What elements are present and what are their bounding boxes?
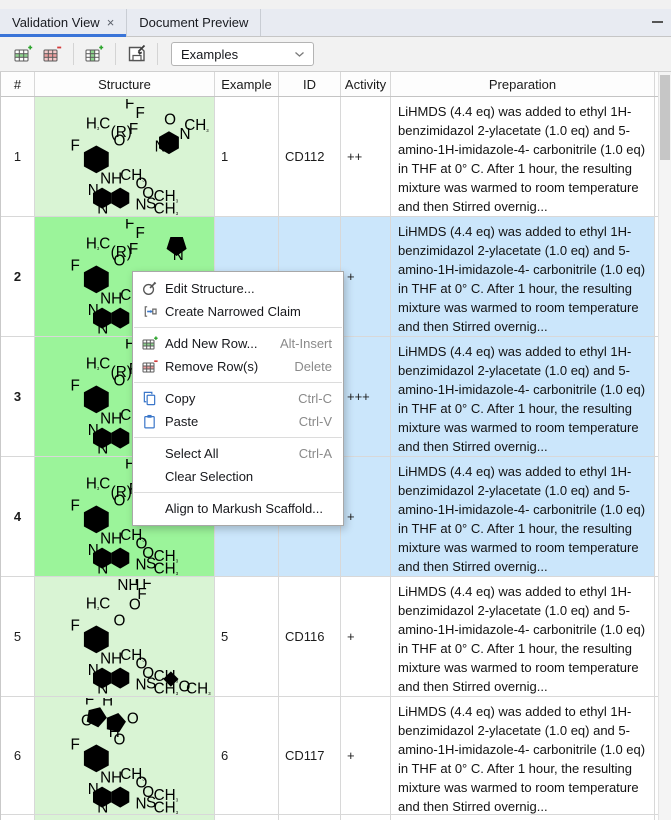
id-cell[interactable]: CD112	[279, 97, 341, 217]
preparation-cell[interactable]: LiHMDS (4.4 eq) was added to ethyl 1H-benzimidazol 2-ylacetate (1.0 eq) and 5-amino-1H-imidazole-4- carbonitrile (1.0 eq) in THF at 0° C. After 1 hour, the resulting mixture was warmed to room temperature and then Stirred overnig...	[391, 697, 655, 815]
activity-cell[interactable]: ++	[341, 97, 391, 217]
menu-item-paste[interactable]: Paste Ctrl-V	[133, 410, 343, 433]
context-menu	[132, 271, 344, 526]
menu-item-copy[interactable]: Copy Ctrl-C	[133, 387, 343, 410]
id-cell[interactable]: CD116	[279, 577, 341, 697]
id-cell[interactable]: CD117	[279, 697, 341, 815]
tab-label: Document Preview	[139, 15, 249, 30]
example-cell[interactable]: 6	[215, 697, 279, 815]
table-row	[1, 97, 671, 217]
menu-item-add-new-row[interactable]: Add New Row... Alt-Insert	[133, 332, 343, 355]
activity-cell[interactable]: +	[341, 217, 391, 337]
molecule-structure	[39, 698, 211, 814]
menu-separator	[134, 327, 342, 328]
activity-cell[interactable]: +	[341, 457, 391, 577]
activity-cell[interactable]: +++	[341, 337, 391, 457]
add-row-icon	[141, 336, 158, 352]
add-column-button[interactable]	[80, 41, 109, 67]
preparation-cell[interactable]: LiHMDS (4.4 eq) was added to ethyl 1H-benzimidazol 2-ylacetate (1.0 eq) and 5-amino-1H-imidazole-4- carbonitrile (1.0 eq) in THF at 0° C. After 1 hour, the resulting mixture was warmed to room temperature and then Stirred overnig...	[391, 337, 655, 457]
activity-cell[interactable]: +	[341, 577, 391, 697]
table-row	[1, 577, 671, 697]
menu-separator	[134, 437, 342, 438]
copy-icon	[141, 391, 158, 407]
column-header-num[interactable]: #	[1, 72, 35, 96]
table-row-partial	[1, 815, 671, 820]
tab-document-preview[interactable]	[127, 9, 261, 36]
save-edit-button[interactable]	[122, 41, 151, 67]
menu-item-clear-selection[interactable]: Clear Selection	[165, 469, 254, 484]
structure-cell[interactable]	[35, 697, 215, 815]
menu-item-select-all[interactable]: Select All Ctrl-A	[165, 446, 332, 461]
table-row	[1, 697, 671, 815]
structure-cell[interactable]	[35, 577, 215, 697]
structure-cell[interactable]	[35, 97, 215, 217]
chevron-down-icon	[294, 51, 305, 58]
edit-structure-icon	[141, 281, 158, 297]
tab-validation-view[interactable]	[0, 9, 127, 36]
row-number-cell[interactable]: 3	[1, 337, 35, 457]
toolbar	[0, 37, 671, 72]
menu-item-create-narrowed-claim[interactable]: Create Narrowed Claim	[133, 300, 343, 323]
title-strip	[0, 0, 671, 9]
row-number-cell[interactable]: 4	[1, 457, 35, 577]
editor-tab-bar	[0, 9, 671, 37]
row-number-cell[interactable]: 5	[1, 577, 35, 697]
menu-separator	[134, 492, 342, 493]
close-icon[interactable]: ×	[106, 15, 115, 30]
activity-cell[interactable]: +	[341, 697, 391, 815]
column-header-id[interactable]: ID	[279, 72, 341, 96]
dropdown-value: Examples	[181, 46, 239, 62]
column-header-activity[interactable]: Activity	[341, 72, 391, 96]
add-row-button[interactable]	[9, 41, 38, 67]
menu-item-remove-rows[interactable]: Remove Row(s) Delete	[133, 355, 343, 378]
toolbar-separator	[115, 43, 116, 65]
menu-separator	[134, 382, 342, 383]
toolbar-separator	[73, 43, 74, 65]
menu-item-align-to-markush-scaffold[interactable]: Align to Markush Scaffold...	[165, 501, 324, 516]
column-header-example[interactable]: Example	[215, 72, 279, 96]
preparation-cell[interactable]: LiHMDS (4.4 eq) was added to ethyl 1H-benzimidazol 2-ylacetate (1.0 eq) and 5-amino-1H-imidazole-4- carbonitrile (1.0 eq) in THF at 0° C. After 1 hour, the resulting mixture was warmed to room temperature and then Stirred overnig...	[391, 217, 655, 337]
example-cell[interactable]: 5	[215, 577, 279, 697]
molecule-structure	[39, 99, 211, 215]
menu-item-edit-structure[interactable]: Edit Structure...	[133, 277, 343, 300]
table-type-dropdown[interactable]	[171, 42, 314, 66]
example-cell[interactable]: 1	[215, 97, 279, 217]
column-header-structure[interactable]: Structure	[35, 72, 215, 96]
preparation-cell[interactable]: LiHMDS (4.4 eq) was added to ethyl 1H-benzimidazol 2-ylacetate (1.0 eq) and 5-amino-1H-imidazole-4- carbonitrile (1.0 eq) in THF at 0° C. After 1 hour, the resulting mixture was warmed to room temperature and then Stirred overnig...	[391, 577, 655, 697]
row-number-cell[interactable]: 1	[1, 97, 35, 217]
hide-panel-icon[interactable]	[652, 21, 663, 23]
row-number-cell[interactable]: 6	[1, 697, 35, 815]
paste-icon	[141, 414, 158, 430]
molecule-structure	[39, 579, 211, 695]
create-narrowed-claim-icon	[141, 304, 158, 320]
column-header-preparation[interactable]: Preparation	[391, 72, 655, 96]
tab-label: Validation View	[12, 15, 100, 30]
preparation-cell[interactable]: LiHMDS (4.4 eq) was added to ethyl 1H-benzimidazol 2-ylacetate (1.0 eq) and 5-amino-1H-imidazole-4- carbonitrile (1.0 eq) in THF at 0° C. After 1 hour, the resulting mixture was warmed to room temperature and then Stirred overnig...	[391, 97, 655, 217]
table-header-row	[1, 72, 671, 97]
remove-row-button[interactable]	[38, 41, 67, 67]
preparation-cell[interactable]: LiHMDS (4.4 eq) was added to ethyl 1H-benzimidazol 2-ylacetate (1.0 eq) and 5-amino-1H-imidazole-4- carbonitrile (1.0 eq) in THF at 0° C. After 1 hour, the resulting mixture was warmed to room temperature and then Stirred overnig...	[391, 457, 655, 577]
remove-row-icon	[141, 359, 158, 375]
toolbar-separator	[157, 43, 158, 65]
scrollbar-thumb[interactable]	[660, 75, 670, 160]
row-number-cell[interactable]: 2	[1, 217, 35, 337]
vertical-scrollbar[interactable]	[658, 72, 671, 820]
